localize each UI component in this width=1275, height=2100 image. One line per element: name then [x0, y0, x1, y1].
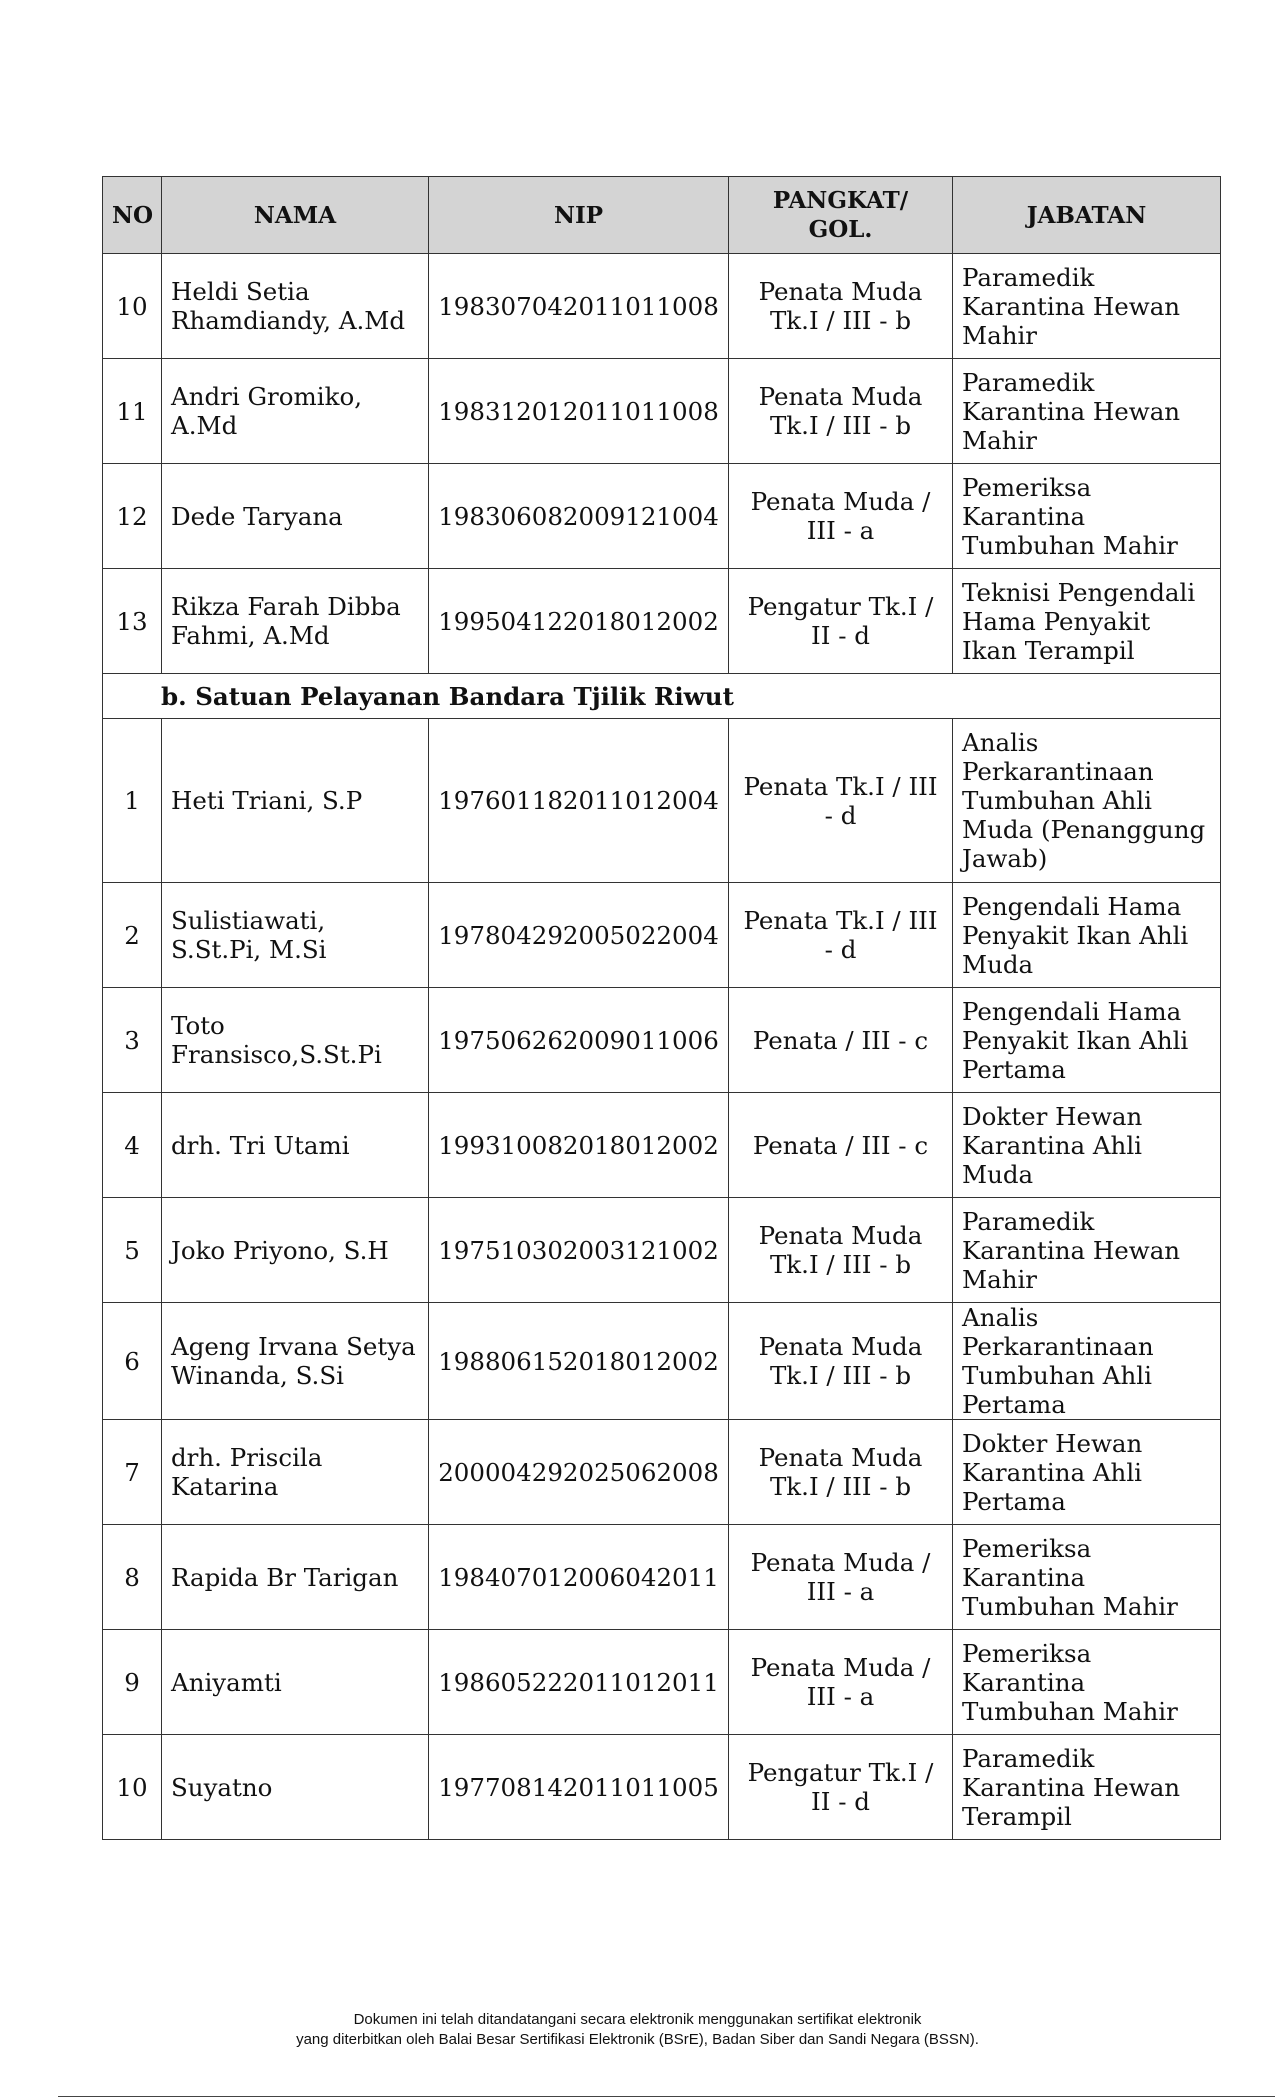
cell-nama-line: Rhamdiandy, A.Md [171, 306, 406, 335]
cell-jabatan [953, 883, 1221, 988]
cell-nama-line: Winanda, S.Si [171, 1361, 344, 1390]
cell-jabatan [953, 569, 1221, 674]
cell-nama-line: Dede Taryana [171, 501, 343, 531]
cell-nama-line: Andri Gromiko, [171, 382, 362, 411]
cell-jabatan [953, 719, 1221, 883]
cell-no: 3 [103, 988, 162, 1093]
cell-no: 10 [103, 254, 162, 359]
cell-jabatan-line: Paramedik [962, 262, 1095, 292]
cell-pangkat-gol-line: Penata Muda [758, 1332, 923, 1361]
cell-nama-line: Rikza Farah Dibba [171, 592, 401, 621]
cell-jabatan [953, 1303, 1221, 1420]
cell-jabatan-line: Pemeriksa [962, 472, 1092, 502]
cell-jabatan-line: Penyakit Ikan Ahli [962, 1025, 1189, 1055]
cell-pangkat-gol-line: Penata Muda [758, 1221, 923, 1250]
cell-nip: 198806152018012002 [429, 1303, 729, 1420]
cell-nip: 197708142011011005 [429, 1735, 729, 1840]
cell-nama-line: drh. Tri Utami [171, 1130, 350, 1160]
cell-nama-line: Aniyamti [171, 1667, 282, 1697]
cell-nama-line: Fahmi, A.Md [171, 621, 330, 650]
signature-notice-line1: Dokumen ini telah ditandatangani secara elektronik menggunakan sertifikat elektronik [353, 2011, 922, 2028]
cell-jabatan [953, 254, 1221, 359]
cell-pangkat-gol [729, 719, 953, 883]
cell-nama [162, 464, 429, 569]
cell-jabatan-line: Paramedik [962, 1206, 1095, 1236]
cell-nama [162, 719, 429, 883]
cell-nama [162, 569, 429, 674]
cell-nip: 197804292005022004 [429, 883, 729, 988]
cell-pangkat-gol-line: Penata Tk.I / III [743, 906, 938, 935]
cell-pangkat-gol [729, 1630, 953, 1735]
cell-no: 1 [103, 719, 162, 883]
signature-notice [0, 2010, 1275, 2050]
cell-pangkat-gol-line: III - a [806, 1577, 875, 1606]
cell-jabatan-line: Karantina Ahli [962, 1130, 1143, 1160]
cell-jabatan-line: Pemeriksa [962, 1533, 1092, 1563]
cell-nama [162, 1303, 429, 1420]
cell-jabatan-line: Pengendali Hama [962, 996, 1182, 1026]
table-row [103, 254, 1221, 359]
staff-table [102, 176, 1221, 1840]
cell-pangkat-gol-line: Penata / III - c [752, 1130, 929, 1160]
cell-nama [162, 1525, 429, 1630]
cell-no: 7 [103, 1420, 162, 1525]
cell-jabatan-line: Ikan Terampil [962, 635, 1135, 665]
cell-jabatan-line: Karantina Hewan [962, 1235, 1181, 1265]
cell-pangkat-gol-line: Penata Muda [758, 1443, 923, 1472]
cell-nama [162, 1735, 429, 1840]
cell-jabatan-line: Paramedik [962, 367, 1095, 397]
cell-pangkat-gol-line: Pengatur Tk.I / [747, 592, 934, 621]
cell-pangkat-gol-line: - d [824, 800, 857, 830]
cell-nama-line: Joko Priyono, S.H [171, 1235, 389, 1265]
table-row [103, 883, 1221, 988]
footer-divider [58, 2096, 1275, 2097]
cell-jabatan-line: Mahir [962, 320, 1038, 350]
header-jabatan: JABATAN [953, 177, 1221, 254]
cell-nama [162, 1198, 429, 1303]
cell-nama-line: Toto [171, 1011, 225, 1040]
cell-jabatan-line: Karantina Hewan [962, 291, 1181, 321]
table-row [103, 359, 1221, 464]
cell-jabatan-line: Karantina Hewan [962, 396, 1181, 426]
table-row [103, 1198, 1221, 1303]
cell-jabatan-line: Terampil [962, 1801, 1072, 1831]
cell-nama-line: A.Md [171, 411, 238, 440]
cell-jabatan-line: Karantina Hewan [962, 1772, 1181, 1802]
cell-jabatan-line: Dokter Hewan [962, 1428, 1143, 1458]
header-no: NO [103, 177, 162, 254]
cell-pangkat-gol-line: Pengatur Tk.I / [747, 1758, 934, 1787]
cell-jabatan-line: Teknisi Pengendali [962, 577, 1196, 607]
cell-jabatan-line: Tumbuhan Ahli [962, 786, 1152, 815]
cell-pangkat-gol [729, 1735, 953, 1840]
cell-no: 5 [103, 1198, 162, 1303]
cell-no: 11 [103, 359, 162, 464]
cell-pangkat-gol [729, 464, 953, 569]
cell-no: 6 [103, 1303, 162, 1420]
cell-pangkat-gol-line: Tk.I / III - b [769, 306, 912, 335]
cell-nip: 198605222011012011 [429, 1630, 729, 1735]
header-nip: NIP [429, 177, 729, 254]
cell-jabatan-line: Dokter Hewan [962, 1101, 1143, 1131]
cell-nama-line: Heldi Setia [171, 277, 310, 306]
cell-jabatan-line: Karantina [962, 501, 1086, 531]
cell-nip: 197510302003121002 [429, 1198, 729, 1303]
cell-nip: 199310082018012002 [429, 1093, 729, 1198]
cell-nip: 198407012006042011 [429, 1525, 729, 1630]
cell-jabatan-line: Pertama [962, 1486, 1066, 1516]
cell-jabatan-line: Pertama [962, 1054, 1066, 1084]
cell-jabatan [953, 1093, 1221, 1198]
cell-jabatan-line: Perkarantinaan [962, 757, 1154, 786]
table-header-row [103, 177, 1221, 254]
section-header-row [103, 674, 1221, 719]
cell-nip: 198307042011011008 [429, 254, 729, 359]
cell-nama-line: Fransisco,S.St.Pi [171, 1040, 382, 1069]
cell-jabatan-line: Muda [962, 949, 1034, 979]
cell-nip: 199504122018012002 [429, 569, 729, 674]
cell-jabatan-line: Karantina [962, 1667, 1086, 1697]
cell-jabatan [953, 1630, 1221, 1735]
cell-jabatan-line: Tumbuhan Mahir [962, 1591, 1178, 1621]
section-title: b. Satuan Pelayanan Bandara Tjilik Riwut [103, 674, 1221, 719]
cell-pangkat-gol-line: Penata Muda / [750, 1653, 931, 1682]
table-row [103, 1525, 1221, 1630]
cell-no: 13 [103, 569, 162, 674]
cell-pangkat-gol-line: II - d [811, 621, 870, 650]
cell-no: 12 [103, 464, 162, 569]
cell-jabatan-line: Pemeriksa [962, 1638, 1092, 1668]
cell-jabatan [953, 1735, 1221, 1840]
cell-pangkat-gol [729, 1198, 953, 1303]
cell-pangkat-gol [729, 359, 953, 464]
cell-nama-line: drh. Priscila [171, 1443, 323, 1472]
cell-jabatan-line: Karantina Ahli [962, 1457, 1143, 1487]
cell-nip: 197601182011012004 [429, 719, 729, 883]
cell-nama-line: Suyatno [171, 1772, 273, 1802]
table-row [103, 1093, 1221, 1198]
cell-pangkat-gol [729, 1420, 953, 1525]
cell-nip: 198312012011011008 [429, 359, 729, 464]
cell-no: 2 [103, 883, 162, 988]
cell-no: 9 [103, 1630, 162, 1735]
cell-jabatan [953, 464, 1221, 569]
cell-jabatan [953, 1420, 1221, 1525]
cell-jabatan-line: Tumbuhan Ahli [962, 1361, 1152, 1390]
cell-nip: 197506262009011006 [429, 988, 729, 1093]
cell-pangkat-gol-line: Tk.I / III - b [769, 1361, 912, 1390]
cell-jabatan-line: Paramedik [962, 1743, 1095, 1773]
cell-nama [162, 883, 429, 988]
cell-pangkat-gol [729, 988, 953, 1093]
table-row [103, 1735, 1221, 1840]
cell-nama [162, 1093, 429, 1198]
cell-no: 4 [103, 1093, 162, 1198]
cell-jabatan-line: Mahir [962, 425, 1038, 455]
cell-jabatan [953, 1198, 1221, 1303]
cell-pangkat-gol [729, 1303, 953, 1420]
cell-jabatan-line: Analis [962, 728, 1039, 757]
cell-nama [162, 254, 429, 359]
cell-nip: 198306082009121004 [429, 464, 729, 569]
cell-no: 8 [103, 1525, 162, 1630]
cell-jabatan-line: Analis [962, 1303, 1039, 1332]
cell-jabatan-line: Penyakit Ikan Ahli [962, 920, 1189, 950]
header-pangkat-gol: PANGKAT/ GOL. [729, 177, 953, 254]
cell-pangkat-gol-line: - d [824, 935, 857, 964]
table-row [103, 988, 1221, 1093]
cell-pangkat-gol [729, 254, 953, 359]
cell-nama-line: Katarina [171, 1472, 279, 1501]
cell-jabatan-line: Perkarantinaan [962, 1332, 1154, 1361]
cell-nama [162, 359, 429, 464]
signature-notice-line2: yang diterbitkan oleh Balai Besar Sertifikasi Elektronik (BSrE), Badan Siber dan Sandi Negara (BSSN). [296, 2031, 979, 2048]
cell-nip: 200004292025062008 [429, 1420, 729, 1525]
cell-jabatan-line: Mahir [962, 1264, 1038, 1294]
table-row [103, 1303, 1221, 1420]
cell-pangkat-gol-line: III - a [806, 1682, 875, 1711]
cell-no: 10 [103, 1735, 162, 1840]
cell-pangkat-gol-line: Penata / III - c [752, 1025, 929, 1055]
cell-jabatan [953, 988, 1221, 1093]
cell-nama-line: S.St.Pi, M.Si [171, 935, 327, 964]
table-row [103, 1420, 1221, 1525]
cell-jabatan-line: Tumbuhan Mahir [962, 1696, 1178, 1726]
cell-jabatan-line: Muda [962, 1159, 1034, 1189]
cell-pangkat-gol-line: Penata Muda [758, 382, 923, 411]
cell-jabatan-line: Karantina [962, 1562, 1086, 1592]
cell-nama [162, 988, 429, 1093]
table-row [103, 464, 1221, 569]
table-row [103, 719, 1221, 883]
cell-pangkat-gol-line: Penata Muda / [750, 487, 931, 516]
cell-pangkat-gol-line: Penata Muda / [750, 1548, 931, 1577]
cell-nama-line: Heti Triani, S.P [171, 786, 363, 815]
cell-jabatan [953, 359, 1221, 464]
cell-jabatan-line: Muda (Penanggung [962, 815, 1206, 844]
cell-nama-line: Rapida Br Tarigan [171, 1562, 399, 1592]
cell-pangkat-gol [729, 1525, 953, 1630]
cell-nama-line: Sulistiawati, [171, 906, 326, 935]
cell-jabatan-line: Jawab) [962, 844, 1048, 873]
cell-jabatan-line: Pengendali Hama [962, 891, 1182, 921]
cell-nama [162, 1420, 429, 1525]
table-row [103, 569, 1221, 674]
cell-jabatan-line: Pertama [962, 1390, 1066, 1419]
cell-jabatan-line: Hama Penyakit [962, 606, 1151, 636]
cell-jabatan [953, 1525, 1221, 1630]
cell-pangkat-gol [729, 1093, 953, 1198]
header-nama: NAMA [162, 177, 429, 254]
table-row [103, 1630, 1221, 1735]
cell-jabatan-line: Tumbuhan Mahir [962, 530, 1178, 560]
cell-pangkat-gol-line: III - a [806, 516, 875, 545]
cell-pangkat-gol-line: II - d [811, 1787, 870, 1816]
cell-pangkat-gol [729, 883, 953, 988]
cell-pangkat-gol [729, 569, 953, 674]
cell-pangkat-gol-line: Tk.I / III - b [769, 1250, 912, 1279]
cell-nama [162, 1630, 429, 1735]
cell-pangkat-gol-line: Tk.I / III - b [769, 1472, 912, 1501]
cell-pangkat-gol-line: Tk.I / III - b [769, 411, 912, 440]
cell-pangkat-gol-line: Penata Muda [758, 277, 923, 306]
cell-nama-line: Ageng Irvana Setya [171, 1332, 416, 1361]
cell-pangkat-gol-line: Penata Tk.I / III [743, 771, 938, 801]
